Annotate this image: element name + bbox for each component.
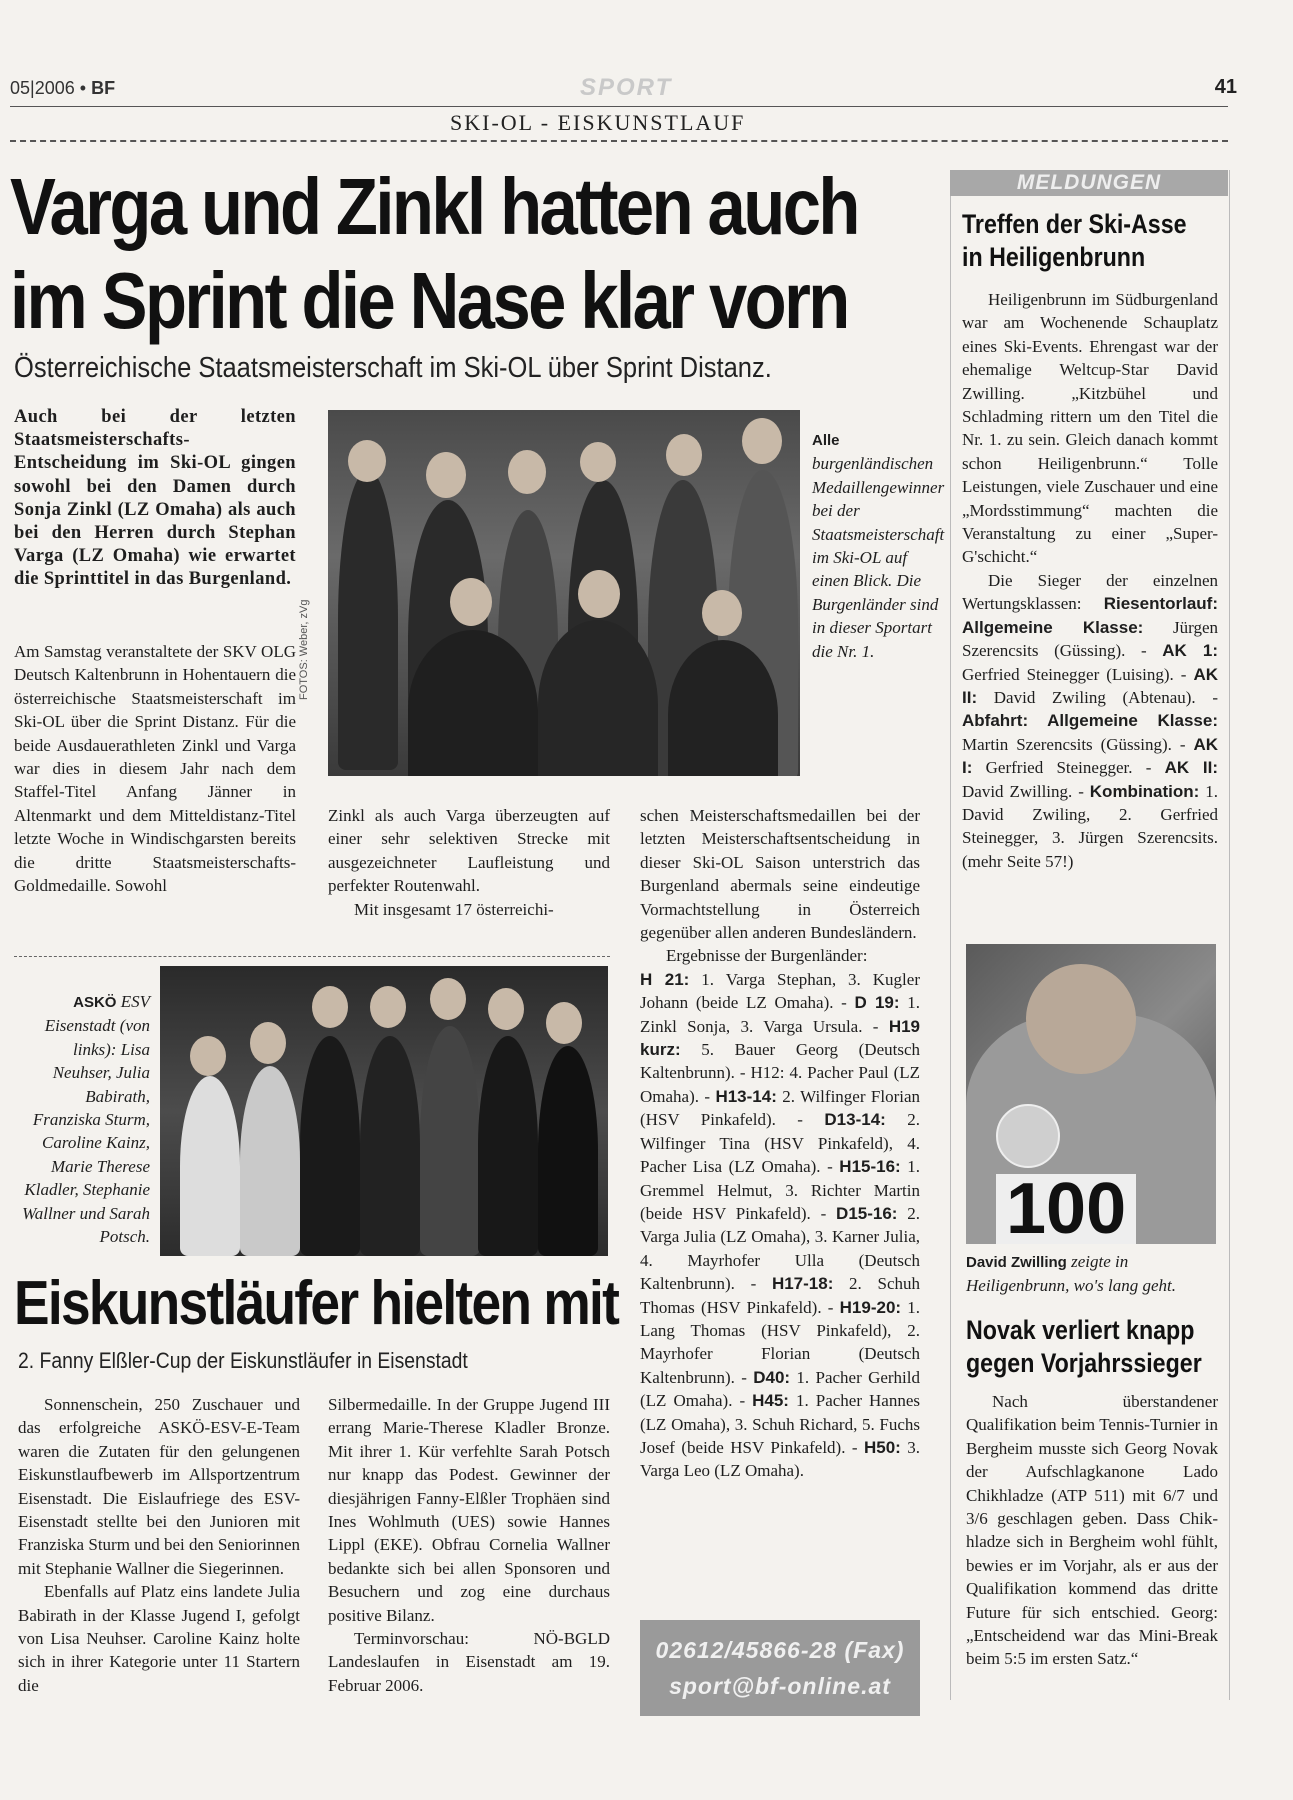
result-text: 1. Lang Thomas (HSV Pinkafeld), 2. Mayrhofer Florian (Deutsch Kaltenbrunn). -	[640, 1297, 921, 1387]
photo-credit: FOTOS: Weber, zVg	[298, 599, 310, 700]
results-list	[962, 594, 1218, 870]
result-text: 1. Pacher Gerhild (LZ Omaha). -	[640, 1367, 920, 1411]
result-text: 1. Pacher Hannes (LZ Omaha), 3. Schuh Richard, 5. Fuchs Josef (beide HSV Pinkafeld). -	[640, 1391, 920, 1457]
result-text: Martin Szerencsits (Güssing). -	[962, 734, 1194, 754]
sponsor-badge	[996, 1104, 1060, 1168]
article-body-col1	[14, 640, 296, 897]
caption-text: burgenländischen Medaillengewinner bei der Staatsmeisterschaft im Ski-OL auf einen Blick. Die Burgenländer sind in dieser Sportart die Nr. 1.	[812, 454, 945, 661]
article-divider	[14, 956, 610, 957]
sidebar-headline-1-line-1: Treffen der Ski-Asse	[962, 209, 1187, 239]
result-class: AK 1:	[1162, 641, 1218, 661]
sidebar-body-1	[962, 288, 1218, 873]
result-text: David Zwilling. -	[962, 781, 1090, 801]
result-text: 1. David Zwiling, 2. Gerfried Steinegger, 3. Jürgen Szerencsits. (mehr Seite 57!)	[962, 781, 1218, 871]
body-paragraph: schen Meisterschaftsmedaillen bei der letzten Meisterschaftsentscheidung in dieser Ski-OL Saison unterstrich das Burgenland abermals seine eindeutige Vormachtstellung in Österreich gegenüber allen anderen Bundesländern.	[640, 806, 920, 943]
result-class: D13-14:	[824, 1110, 886, 1130]
publication-name: BF	[91, 78, 116, 98]
caption-text: ESV Eisenstadt (von links): Lisa Neuhser, Julia Babirath, Franziska Sturm, Caroline Kainz, Marie Therese Kladler, Stephanie Wallner und Sarah Potsch.	[22, 992, 150, 1247]
results-paragraph	[962, 569, 1218, 873]
caption-bold: Alle	[812, 432, 840, 449]
issue-line	[10, 78, 115, 99]
fax-number: 02612/45866-28 (Fax)	[655, 1637, 905, 1663]
article2-headline: Eiskunstläufer hielten mit	[14, 1269, 619, 1338]
result-text: 2. Wilfinger Florian (HSV Pinkafeld). -	[640, 1086, 920, 1130]
result-text: Gerfried Steinegger. -	[972, 758, 1165, 778]
result-text: David Zwiling (Abtenau). -	[977, 687, 1218, 707]
sidebar-headline-2	[966, 1314, 1215, 1380]
result-class: H17-18:	[771, 1274, 834, 1294]
body-paragraph: Am Samstag veranstaltete der SKV OLG Deutsch Kaltenbrunn in Hohentauern die österreichische Staatsmeisterschaft im Ski-OL über die Sprint Distanz. Für die beide Ausdauerathleten Zinkl und Varga war dies in diesem Jahr nach dem Staffel-Titel Anfang Jänner in Altenmarkt und dem Mitteldistanz-Titel letzte Woche in Windischgarsten bereits die dritte Staatsmeisterschafts-Goldmedaille. Sowohl	[14, 642, 296, 896]
result-class: H13-14:	[715, 1086, 777, 1106]
race-number: 100	[996, 1174, 1136, 1244]
result-class: Riesentorlauf: Allgemeine Klasse:	[962, 594, 1218, 637]
result-text: 1. Zinkl Sonja, 3. Varga Ursula. -	[640, 993, 920, 1036]
zwilling-photo-caption	[966, 1250, 1218, 1298]
result-class: AK II:	[962, 664, 1218, 707]
result-text: 2. Varga Julia (LZ Omaha), 3. Karner Julia, 4. Mayrhofer Ulla (Deutsch Kaltenbrunn). -	[640, 1203, 921, 1294]
body-paragraph: Zinkl als auch Varga überzeugten auf einer sehr selektiven Strecke mit ausgezeichneter Laufleistung und perfekter Routenwahl.	[328, 806, 610, 896]
article2-body-col2	[328, 1393, 610, 1697]
contact-email[interactable]: sport@bf-online.at	[669, 1673, 891, 1699]
zwilling-photo	[966, 944, 1216, 1244]
result-class: AK I:	[962, 734, 1218, 778]
caption-text: zeigte in Heiligenbrunn, wo's lang geht.	[966, 1252, 1176, 1296]
body-paragraph: Sonnenschein, 250 Zuschauer und das erfolgreiche ASKÖ-ESV-E-Team waren die Zutaten für den gelungenen Eiskunstlaufbewerb im Allsportzentrum Eisenstadt. Die Eislaufriege des ESV-Eisenstadt stellte bei den Junioren mit Franziska Sturm und bei den Seniorinnen mit Stephanie Wallner die Siegerinnen.	[18, 1395, 300, 1578]
result-text: 3. Varga Leo (LZ Omaha).	[640, 1437, 921, 1481]
result-text: 2. Wilfinger Tina (HSV Pinkafeld), 4. Pacher Lisa (LZ Omaha). -	[640, 1110, 920, 1177]
sidebar-headline-1-line-2: in Heiligenbrunn	[962, 242, 1146, 272]
article-lead: Auch bei der letzten Staatsmeisterschafts-Entscheidung im Ski-OL gingen sowohl bei den Damen durch Sonja Zinkl (LZ Omaha) als auch bei den Herren durch Stephan Varga (LZ Omaha) wie erwartet die Sprinttitel in das Burgenland.	[14, 407, 296, 590]
body-paragraph: Heiligenbrunn im Südburgenland war am Wochenende Schauplatz eines Ski-Events. Ehrengast war der ehemalige Weltcup-Star David Zwilling. „Kitzbühel und Schladming rittern um den Titel die Nr. 1. zu sein. Gleich danach kommt schon Heiligenbrunn.“ Tolle Leistungen, viele Zuschauer und eine „Mordsstimmung“ machten die Veranstaltung zu einer „Super-G'schicht.“	[962, 290, 1218, 567]
results-list	[640, 968, 920, 1483]
caption-bold: David Zwilling	[966, 1254, 1067, 1271]
header-dashed-rule	[10, 140, 1228, 142]
article-subhead: Österreichische Staatsmeisterschaft im Ski-OL über Sprint Distanz.	[14, 352, 772, 384]
skater-photo	[160, 966, 608, 1256]
sidebar-label: MELDUNGEN	[950, 170, 1228, 196]
team-photo	[328, 410, 800, 776]
results-intro: Ergebnisse der Burgenländer:	[666, 946, 868, 966]
result-text: 1. Gremmel Helmut, 3. Richter Martin (beide HSV Pinkafeld). -	[640, 1157, 921, 1223]
result-class: D15-16:	[836, 1203, 898, 1223]
issue-number: 05|2006	[10, 78, 75, 98]
result-text: 2. Schuh Thomas (HSV Pinkafeld). -	[640, 1274, 920, 1317]
body-paragraph: Ebenfalls auf Platz eins landete Julia Babirath in der Klasse Jugend I, gefolgt von Lisa Neuhser. Caroline Kainz holte sich in ihrer Kategorie unter 11 Startern die	[18, 1582, 300, 1695]
result-class: D40:	[753, 1367, 791, 1387]
page-number: 41	[1214, 76, 1237, 98]
result-class: H45:	[752, 1391, 789, 1411]
article2-body-col1	[18, 1393, 300, 1697]
caption-bold: ASKÖ	[73, 994, 117, 1011]
result-class: H 21:	[640, 969, 690, 989]
team-photo-caption	[812, 428, 945, 663]
result-text: 5. Bauer Georg (Deutsch Kaltenbrunn). - H12: 4. Pacher Paul (LZ Omaha). -	[640, 1040, 920, 1106]
contact-box	[640, 1620, 920, 1716]
result-class: D 19:	[854, 993, 900, 1013]
section-title: SPORT	[580, 74, 673, 101]
body-paragraph: Mit insgesamt 17 österreichi-	[354, 899, 554, 919]
separator-dot: •	[79, 78, 87, 98]
result-text: Jürgen Szerencsits (Güssing). -	[962, 617, 1218, 661]
result-class: H15-16:	[839, 1157, 901, 1177]
body-paragraph: Silbermedaille. In der Gruppe Jugend III errang Marie-Therese Kladler Bronze. Mit ihrer 1. Kür verfehlte Sarah Potsch nur knapp das Podest. Gewinner der diesjährigen Fanny-Elßler Trophäen sind Ines Wohlmuth (UES) sowie Hannes Lippl (EKE). Obfrau Cornelia Wallner bedankte sich bei allen Sponsoren und Besuchern und zog eine durchaus positive Bilanz.	[328, 1395, 610, 1625]
article-body-col2	[328, 804, 610, 921]
sidebar-body-2	[966, 1390, 1218, 1671]
header-rule	[10, 106, 1228, 107]
result-text: Gerfried Steinegger (Luising). -	[962, 664, 1194, 684]
sidebar-headline-1	[962, 208, 1211, 274]
sidebar-headline-2-line-2: gegen Vorjahrssieger	[966, 1348, 1202, 1378]
headline-line-1: Varga und Zinkl hatten auch	[10, 162, 858, 251]
skater-photo-caption	[14, 990, 150, 1248]
headline-line-2: im Sprint die Nase klar vorn	[10, 256, 848, 345]
section-label: SKI-OL - EISKUNSTLAUF	[450, 110, 746, 135]
result-class: Kombination:	[1089, 781, 1200, 801]
article-headline	[10, 160, 858, 348]
result-class: H19-20:	[839, 1297, 902, 1317]
result-class: H50:	[863, 1437, 901, 1457]
body-paragraph: Nach überstandener Qualifikation beim Tennis-Turnier in Bergheim musste sich Georg Novak der Aufschlagkanone Lado Chikhladze (ATP 511) mit 6/7 und 3/6 geschlagen geben. Dass Chik-hladze sich in Bergheim wohl fühlt, bewies er im Vorjahr, als er aus der Qualifikation kommend das dritte Future für sich entschied. Georg: „Entscheidend war das Mini-Break beim 5:5 im ersten Satz.“	[966, 1392, 1218, 1669]
result-class: H19 kurz:	[640, 1016, 920, 1060]
result-class: Abfahrt: Allgemeine Klasse:	[962, 711, 1218, 731]
result-text: 1. Varga Stephan, 3. Kugler Johann (beide LZ Omaha). -	[640, 969, 920, 1013]
result-class: AK II:	[1164, 758, 1219, 778]
body-paragraph: Terminvorschau: NÖ-BGLD Landeslaufen in Eisenstadt am 19. Februar 2006.	[328, 1629, 610, 1695]
article-body-col3	[640, 804, 920, 1483]
results-intro: Die Sieger der einzelnen Wertungsklassen:	[962, 570, 1218, 614]
article2-subhead: 2. Fanny Elßler-Cup der Eiskunstläufer in Eisenstadt	[18, 1348, 468, 1373]
sidebar-headline-2-line-1: Novak verliert knapp	[966, 1315, 1195, 1345]
